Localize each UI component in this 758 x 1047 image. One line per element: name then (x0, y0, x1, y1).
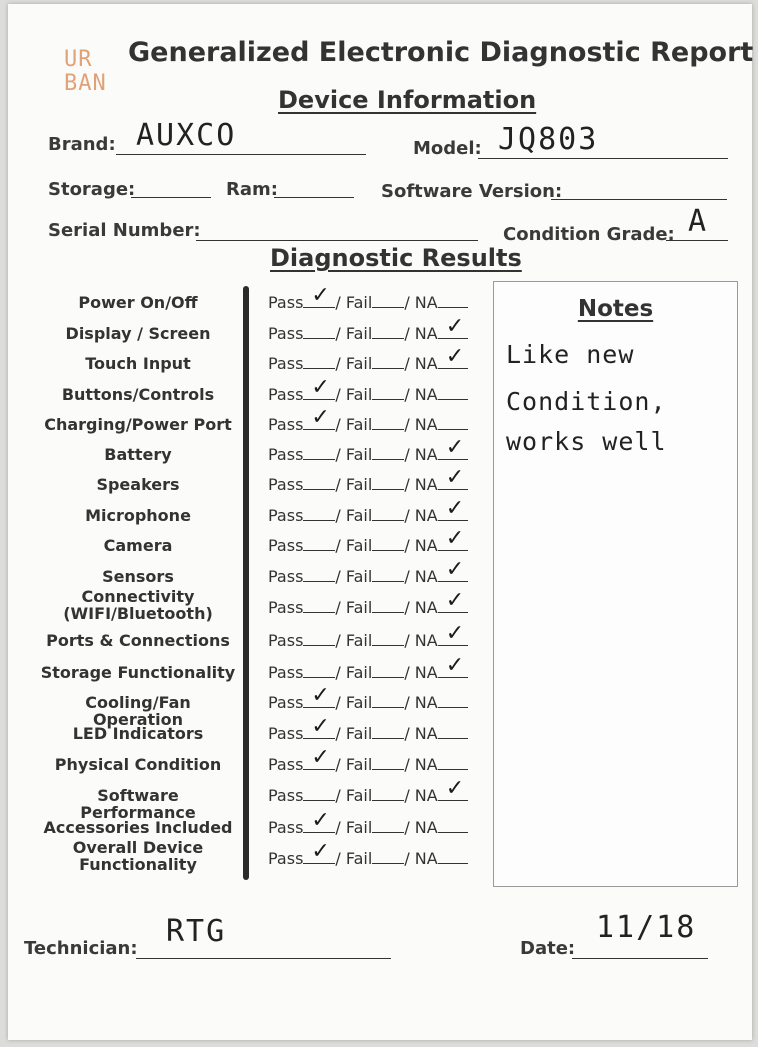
pass-option[interactable] (268, 445, 335, 464)
software-version-label: Software Version: (381, 181, 563, 202)
fail-option[interactable] (335, 354, 404, 373)
pass-blank[interactable] (303, 324, 335, 339)
na-option[interactable] (404, 588, 467, 617)
na-option[interactable] (404, 435, 467, 464)
pass-option-label: Pass (268, 598, 304, 617)
fail-blank[interactable] (372, 293, 404, 308)
pass-option-label: Pass (268, 385, 304, 404)
fail-option[interactable] (335, 631, 404, 650)
fail-option[interactable] (335, 506, 404, 525)
na-option[interactable] (404, 724, 467, 743)
pass-option-label: Pass (268, 445, 304, 464)
pass-option-label: Pass (268, 724, 304, 743)
na-option-label: / NA (404, 324, 438, 343)
diagnostic-row (38, 435, 478, 471)
fail-blank[interactable] (372, 663, 404, 678)
na-blank[interactable] (438, 314, 468, 339)
fail-option[interactable] (335, 293, 404, 312)
diagnostic-label: Physical Condition (54, 755, 222, 774)
diagnostic-label: Storage Functionality (40, 663, 236, 682)
fail-blank[interactable] (372, 415, 404, 430)
fail-option[interactable] (335, 755, 404, 774)
diagnostic-label: Camera (103, 536, 173, 555)
fail-option[interactable] (335, 849, 404, 868)
diagnostic-row (38, 714, 478, 750)
diagnostic-label: Cooling/Fan Operation (85, 693, 191, 729)
fail-option-label: / Fail (335, 663, 373, 682)
na-blank[interactable] (438, 653, 468, 678)
pass-option[interactable] (268, 354, 335, 373)
notes-title: Notes (577, 296, 654, 322)
diagnostic-label: LED Indicators (72, 724, 204, 743)
diagnostic-options (268, 375, 468, 404)
condition-grade-label: Condition Grade: (503, 224, 675, 245)
check-mark-icon: ✓ (311, 283, 330, 308)
fail-blank[interactable] (372, 475, 404, 490)
fail-option-label: / Fail (335, 755, 373, 774)
diagnostic-row (38, 405, 478, 441)
diagnostic-options (268, 314, 468, 343)
fail-option[interactable] (335, 567, 404, 586)
fail-blank[interactable] (372, 849, 404, 864)
date-label: Date: (520, 938, 576, 959)
pass-option[interactable] (268, 283, 335, 312)
fail-option[interactable] (335, 445, 404, 464)
fail-option[interactable] (335, 663, 404, 682)
fail-option-label: / Fail (335, 849, 373, 868)
storage-line (131, 197, 211, 198)
na-option-label: / NA (404, 693, 438, 712)
pass-option-label: Pass (268, 415, 304, 434)
na-option-label: / NA (404, 818, 438, 837)
diagnostic-label: Microphone (85, 506, 191, 525)
diagnostic-options (268, 283, 468, 312)
diagnostic-label: Software Performance (80, 786, 196, 822)
fail-option[interactable] (335, 598, 404, 617)
pass-option-label: Pass (268, 293, 304, 312)
diagnostic-options (268, 588, 468, 617)
na-option-label: / NA (404, 598, 438, 617)
pass-blank[interactable] (303, 445, 335, 460)
report-sheet (8, 4, 752, 1040)
fail-blank[interactable] (372, 818, 404, 833)
diagnostic-options (268, 621, 468, 650)
check-mark-icon: ✓ (445, 465, 465, 490)
pass-option-label: Pass (268, 849, 304, 868)
diagnostic-label: Sensors (102, 567, 174, 586)
serial-number-label: Serial Number: (48, 220, 201, 241)
pass-blank[interactable] (303, 283, 335, 308)
diagnostic-options (268, 839, 468, 868)
fail-blank[interactable] (372, 598, 404, 613)
fail-blank[interactable] (372, 631, 404, 646)
fail-blank[interactable] (372, 693, 404, 708)
check-mark-icon: ✓ (445, 588, 465, 613)
diagnostic-options (268, 653, 468, 682)
na-blank[interactable] (438, 415, 468, 430)
na-option-label: / NA (404, 475, 438, 494)
diagnostic-options (268, 344, 468, 373)
diagnostic-options (268, 496, 468, 525)
pass-blank[interactable] (303, 683, 335, 708)
fail-option-label: / Fail (335, 693, 373, 712)
na-option[interactable] (404, 557, 467, 586)
fail-blank[interactable] (372, 536, 404, 551)
pass-option-label: Pass (268, 354, 304, 373)
na-option[interactable] (404, 344, 467, 373)
fail-option-label: / Fail (335, 385, 373, 404)
na-option[interactable] (404, 385, 467, 404)
na-blank[interactable] (438, 755, 468, 770)
check-mark-icon: ✓ (311, 375, 330, 400)
na-option[interactable] (404, 818, 467, 837)
na-blank[interactable] (438, 557, 468, 582)
condition-grade-line (666, 240, 728, 241)
check-mark-icon: ✓ (445, 496, 465, 521)
fail-option[interactable] (335, 324, 404, 343)
diagnostic-row (38, 314, 478, 350)
report-title: Generalized Electronic Diagnostic Report (128, 37, 754, 68)
diagnostic-options (268, 526, 468, 555)
diagnostic-row (38, 745, 478, 781)
na-option[interactable] (404, 755, 467, 774)
software-version-line (551, 199, 727, 200)
pass-option[interactable] (268, 375, 335, 404)
pass-blank[interactable] (303, 714, 335, 739)
diagnostic-row (38, 526, 478, 562)
check-mark-icon: ✓ (445, 435, 465, 460)
fail-option[interactable] (335, 786, 404, 805)
logo-line-1: UR (64, 47, 93, 72)
pass-blank[interactable] (303, 405, 335, 430)
na-option-label: / NA (404, 724, 438, 743)
check-mark-icon: ✓ (445, 314, 465, 339)
diagnostic-row (38, 653, 478, 689)
diagnostic-label: Ports & Connections (46, 631, 230, 650)
technician-label: Technician: (24, 938, 138, 959)
pass-option[interactable] (268, 567, 335, 586)
na-option[interactable] (404, 293, 467, 312)
fail-option-label: / Fail (335, 415, 373, 434)
na-option[interactable] (404, 621, 467, 650)
na-blank[interactable] (438, 465, 468, 490)
diagnostic-options (268, 683, 468, 712)
na-blank[interactable] (438, 385, 468, 400)
logo-line-2: BAN (64, 71, 107, 96)
fail-option[interactable] (335, 818, 404, 837)
notes-line-1: Like new (506, 340, 635, 369)
check-mark-icon: ✓ (311, 683, 330, 708)
ram-line (274, 197, 354, 198)
fail-blank[interactable] (372, 445, 404, 460)
diagnostic-row (38, 283, 478, 319)
diagnostic-row (38, 496, 478, 532)
technician-value[interactable]: RTG (166, 914, 227, 949)
diagnostic-row (38, 621, 478, 657)
na-option[interactable] (404, 693, 467, 712)
fail-option-label: / Fail (335, 506, 373, 525)
na-option-label: / NA (404, 293, 438, 312)
pass-option[interactable] (268, 808, 335, 837)
pass-blank[interactable] (303, 506, 335, 521)
na-option[interactable] (404, 776, 467, 805)
serial-number-line (196, 240, 478, 241)
device-information-heading: Device Information (278, 86, 537, 114)
na-option-label: / NA (404, 786, 438, 805)
pass-option-label: Pass (268, 693, 304, 712)
na-option[interactable] (404, 465, 467, 494)
diagnostic-row (38, 838, 478, 875)
na-blank[interactable] (438, 344, 468, 369)
pass-option-label: Pass (268, 818, 304, 837)
diagnostic-row (38, 465, 478, 501)
fail-blank[interactable] (372, 385, 404, 400)
na-blank[interactable] (438, 526, 468, 551)
pass-blank[interactable] (303, 475, 335, 490)
na-blank[interactable] (438, 435, 468, 460)
date-value[interactable]: 11/18 (596, 910, 697, 945)
diagnostic-options (268, 714, 468, 743)
pass-option[interactable] (268, 475, 335, 494)
diagnostic-results-heading: Diagnostic Results (270, 244, 522, 272)
pass-option-label: Pass (268, 567, 304, 586)
na-option-label: / NA (404, 506, 438, 525)
na-blank[interactable] (438, 621, 468, 646)
fail-blank[interactable] (372, 506, 404, 521)
na-option[interactable] (404, 849, 467, 868)
pass-option[interactable] (268, 714, 335, 743)
diagnostic-options (268, 465, 468, 494)
na-blank[interactable] (438, 776, 468, 801)
fail-blank[interactable] (372, 567, 404, 582)
technician-line (136, 958, 391, 959)
na-option[interactable] (404, 496, 467, 525)
pass-option[interactable] (268, 786, 335, 805)
na-blank[interactable] (438, 496, 468, 521)
pass-blank[interactable] (303, 745, 335, 770)
diagnostic-label: Speakers (96, 475, 180, 494)
fail-option-label: / Fail (335, 567, 373, 586)
diagnostic-label: Power On/Off (78, 293, 198, 312)
check-mark-icon: ✓ (311, 745, 330, 770)
check-mark-icon: ✓ (311, 808, 330, 833)
diagnostic-options (268, 405, 468, 434)
pass-option-label: Pass (268, 536, 304, 555)
na-blank[interactable] (438, 293, 468, 308)
pass-option[interactable] (268, 324, 335, 343)
fail-option-label: / Fail (335, 536, 373, 555)
fail-option-label: / Fail (335, 598, 373, 617)
fail-option-label: / Fail (335, 818, 373, 837)
diagnostic-options (268, 776, 468, 805)
na-option-label: / NA (404, 849, 438, 868)
pass-blank[interactable] (303, 536, 335, 551)
diagnostic-options (268, 435, 468, 464)
pass-option[interactable] (268, 405, 335, 434)
na-blank[interactable] (438, 724, 468, 739)
check-mark-icon: ✓ (445, 776, 465, 801)
fail-option[interactable] (335, 536, 404, 555)
fail-option[interactable] (335, 693, 404, 712)
notes-box[interactable] (493, 281, 738, 887)
pass-blank[interactable] (303, 808, 335, 833)
fail-option-label: / Fail (335, 354, 373, 373)
pass-option-label: Pass (268, 324, 304, 343)
na-option-label: / NA (404, 536, 438, 555)
na-option-label: / NA (404, 567, 438, 586)
diagnostic-label: Overall Device Functionality (72, 838, 204, 874)
check-mark-icon: ✓ (445, 653, 465, 678)
check-mark-icon: ✓ (445, 621, 465, 646)
fail-blank[interactable] (372, 324, 404, 339)
pass-blank[interactable] (303, 354, 335, 369)
fail-option-label: / Fail (335, 324, 373, 343)
fail-option[interactable] (335, 385, 404, 404)
model-label: Model: (413, 138, 482, 159)
condition-grade-value[interactable]: A (688, 204, 709, 239)
fail-blank[interactable] (372, 724, 404, 739)
pass-blank[interactable] (303, 567, 335, 582)
na-option-label: / NA (404, 755, 438, 774)
na-option-label: / NA (404, 631, 438, 650)
diagnostic-label: Battery (104, 445, 172, 464)
diagnostic-row (38, 776, 478, 822)
check-mark-icon: ✓ (445, 344, 465, 369)
pass-blank[interactable] (303, 375, 335, 400)
fail-option-label: / Fail (335, 631, 373, 650)
fail-option-label: / Fail (335, 445, 373, 464)
na-blank[interactable] (438, 849, 468, 864)
diagnostic-row (38, 683, 478, 729)
pass-option-label: Pass (268, 786, 304, 805)
fail-option[interactable] (335, 724, 404, 743)
pass-option[interactable] (268, 745, 335, 774)
check-mark-icon: ✓ (311, 405, 330, 430)
diagnostic-options (268, 557, 468, 586)
pass-option[interactable] (268, 683, 335, 712)
check-mark-icon: ✓ (445, 526, 465, 551)
fail-option-label: / Fail (335, 786, 373, 805)
check-mark-icon: ✓ (445, 557, 465, 582)
pass-blank[interactable] (303, 598, 335, 613)
diagnostic-label: Buttons/Controls (61, 385, 215, 404)
na-blank[interactable] (438, 818, 468, 833)
diagnostic-row (38, 344, 478, 380)
model-value[interactable]: JQ803 (498, 122, 599, 157)
notes-line-3: works well (506, 427, 667, 456)
pass-blank[interactable] (303, 663, 335, 678)
ram-label: Ram: (226, 179, 278, 200)
notes-line-2: Condition, (506, 387, 667, 416)
diagnostic-label: Connectivity (WIFI/Bluetooth) (63, 587, 213, 623)
na-option[interactable] (404, 415, 467, 434)
check-mark-icon: ✓ (311, 714, 330, 739)
fail-blank[interactable] (372, 786, 404, 801)
na-option-label: / NA (404, 445, 438, 464)
brand-value[interactable]: AUXCO (136, 118, 237, 153)
na-blank[interactable] (438, 588, 468, 613)
na-option-label: / NA (404, 415, 438, 434)
brand-line (116, 154, 366, 155)
na-option-label: / NA (404, 663, 438, 682)
pass-blank[interactable] (303, 631, 335, 646)
diagnostic-options (268, 745, 468, 774)
fail-option-label: / Fail (335, 475, 373, 494)
na-option-label: / NA (404, 354, 438, 373)
fail-option[interactable] (335, 415, 404, 434)
na-option[interactable] (404, 314, 467, 343)
na-blank[interactable] (438, 693, 468, 708)
diagnostic-label: Charging/Power Port (44, 415, 232, 434)
fail-blank[interactable] (372, 354, 404, 369)
storage-label: Storage: (48, 179, 136, 200)
pass-option-label: Pass (268, 631, 304, 650)
fail-option[interactable] (335, 475, 404, 494)
diagnostic-row (38, 587, 478, 624)
brand-label: Brand: (48, 134, 116, 155)
pass-option[interactable] (268, 598, 335, 617)
pass-option[interactable] (268, 839, 335, 868)
pass-option-label: Pass (268, 663, 304, 682)
pass-option-label: Pass (268, 475, 304, 494)
pass-blank[interactable] (303, 786, 335, 801)
urban-logo (64, 48, 108, 96)
pass-option-label: Pass (268, 755, 304, 774)
pass-option-label: Pass (268, 506, 304, 525)
check-mark-icon: ✓ (311, 839, 330, 864)
pass-option[interactable] (268, 506, 335, 525)
pass-option[interactable] (268, 663, 335, 682)
diagnostic-options (268, 808, 468, 837)
na-option[interactable] (404, 653, 467, 682)
diagnostic-label: Touch Input (85, 354, 191, 373)
diagnostic-row (38, 375, 478, 411)
pass-blank[interactable] (303, 839, 335, 864)
fail-option-label: / Fail (335, 293, 373, 312)
pass-option[interactable] (268, 631, 335, 650)
diagnostic-label: Display / Screen (65, 324, 211, 343)
fail-option-label: / Fail (335, 724, 373, 743)
pass-option[interactable] (268, 536, 335, 555)
na-option-label: / NA (404, 385, 438, 404)
model-line (478, 158, 728, 159)
na-option[interactable] (404, 526, 467, 555)
date-line (572, 958, 708, 959)
diagnostic-label: Accessories Included (43, 818, 233, 837)
fail-blank[interactable] (372, 755, 404, 770)
